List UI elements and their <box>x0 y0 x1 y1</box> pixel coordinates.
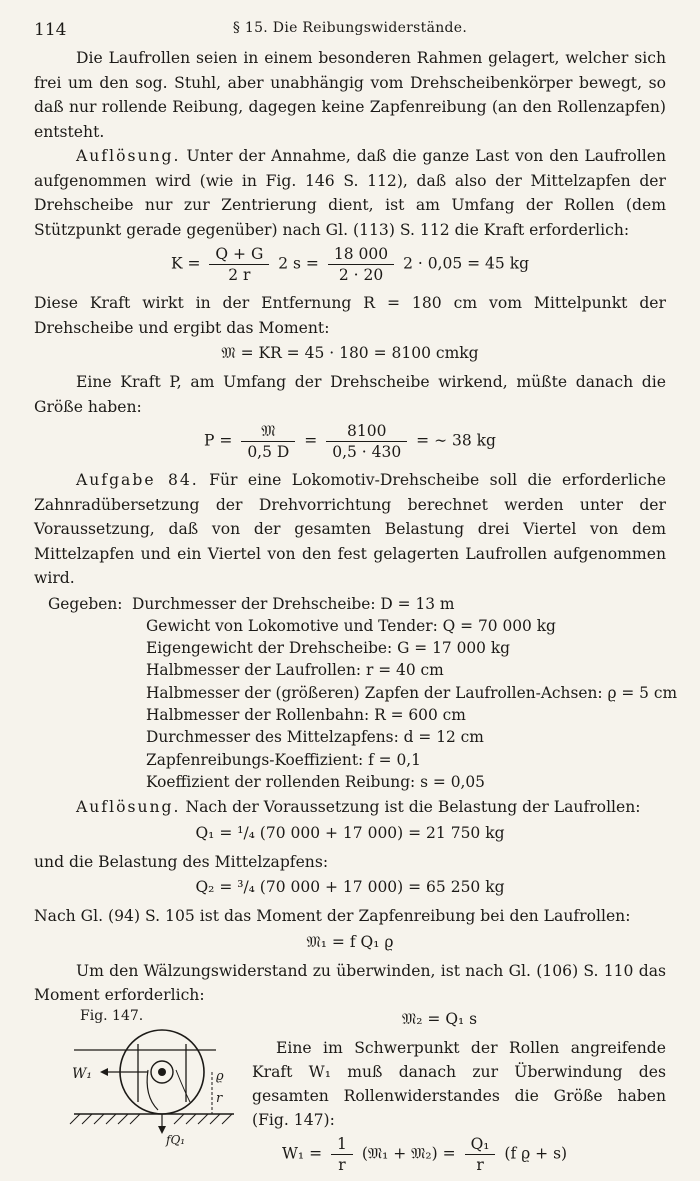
eq8-lhs: W₁ = <box>282 1144 323 1163</box>
eq1-num2: 18 000 <box>328 244 394 265</box>
eq8-den1: r <box>338 1155 346 1174</box>
eq3-rest: = ∼ 38 kg <box>416 431 496 450</box>
given-label: Gegeben: <box>48 594 123 613</box>
page-header <box>34 16 666 46</box>
equation-m2: 𝔐₂ = Q₁ s <box>402 1009 478 1028</box>
paragraph-10: Eine im Schwerpunkt der Rollen angreifende Kraft W₁ muß danach zur Überwindung des gesamten Rollenwiderstandes die Größe haben (Fig. 147): <box>252 1038 666 1129</box>
eq1-frac1 <box>209 244 269 285</box>
eq1-lhs: K = <box>170 254 201 273</box>
equation-q1: Q₁ = ¹/₄ (70 000 + 17 000) = 21 750 kg <box>195 823 505 842</box>
paragraph-3: Diese Kraft wirkt in der Entfernung R = 180 cm vom Mittelpunkt der Drehscheibe und ergibt das Moment: <box>34 294 666 337</box>
paragraph-7: und die Belastung des Mittelzapfens: <box>34 852 329 871</box>
paragraph-2-text: Unter der Annahme, daß die ganze Last von den Laufrollen aufgenommen wird (wie in Fig. 146 S. 112), daß also der Mittelzapfen der Drehscheibe nur zur Zentrierung dient, ist am Umfang der Rollen (dem Stützpunkt gerade gegenüber) nach Gl. (113) S. 112 die Kraft erforderlich: <box>34 147 666 239</box>
paragraph-1: Die Laufrollen seien in einem besonderen Rahmen gelagert, welcher sich frei um den sog. Stuhl, aber unabhängig vom Drehscheibenkörper bewegt, so daß nur rollende Reibung, dagegen keine Zapfenreibung (an den Rollenzapfen) entsteht. <box>34 49 666 141</box>
paragraph-9: Um den Wälzungswiderstand zu überwinden, ist nach Gl. (106) S. 110 das Moment erforderlich: <box>34 961 666 1005</box>
eq1-den1: 2 r <box>228 266 251 284</box>
task-label: Aufgabe 84. <box>76 471 199 489</box>
given-item: Koeffizient der rollenden Reibung: s = 0,05 <box>146 772 485 791</box>
eq1-rest: 2 · 0,05 = 45 kg <box>403 254 530 273</box>
eq8-frac2 <box>465 1134 496 1175</box>
eq8-frac1 <box>331 1134 353 1175</box>
equation-m1: 𝔐₁ = f Q₁ ϱ <box>306 932 394 951</box>
figure-caption: Fig. 147. <box>80 1007 144 1024</box>
eq3-mid: = <box>304 431 318 450</box>
paragraph-5-text: Für eine Lokomotiv-Drehscheibe soll die erforderliche Zahnradübersetzung der Drehvorrichtung berechnet werden unter der Voraussetzung, daß von der gesamten Belastung drei Viertel von dem Mittelzapfen und ein Viertel von den fest gelagerten Laufrollen aufgenommen wird. <box>34 471 666 587</box>
paragraph-4: Eine Kraft P, am Umfang der Drehscheibe wirkend, müßte danach die Größe haben: <box>34 373 666 416</box>
paragraph-6-text: Nach der Voraussetzung ist die Belastung der Laufrollen: <box>185 798 641 817</box>
equation-p <box>34 421 666 462</box>
eq3-frac1 <box>241 421 295 462</box>
eq1-mid: 2 s = <box>278 254 319 273</box>
solution-label: Auflösung. <box>76 147 181 165</box>
eq8-num1: 1 <box>331 1134 353 1155</box>
given-item: Durchmesser des Mittelzapfens: d = 12 cm <box>146 728 484 747</box>
given-item: Halbmesser der Rollenbahn: R = 600 cm <box>146 705 466 724</box>
eq3-num1: 𝔐 <box>241 421 295 442</box>
given-row <box>34 593 666 615</box>
eq1-frac2 <box>328 244 394 285</box>
given-item: Eigengewicht der Drehscheibe: G = 17 000 kg <box>146 639 511 658</box>
eq3-lhs: P = <box>204 431 233 450</box>
equation-w1 <box>252 1134 666 1175</box>
equation-q2: Q₂ = ³/₄ (70 000 + 17 000) = 65 250 kg <box>195 878 505 897</box>
equation-k <box>34 244 666 285</box>
eq3-den2: 0,5 · 430 <box>332 443 402 461</box>
given-item: Halbmesser der Laufrollen: r = 40 cm <box>146 661 444 680</box>
eq8-den2: r <box>476 1155 484 1174</box>
page-number: 114 <box>34 20 67 40</box>
eq3-frac2 <box>326 421 407 462</box>
given-list <box>34 593 678 794</box>
label-fq1: fQ₁ <box>166 1132 186 1147</box>
eq3-den1: 0,5 D <box>247 443 290 461</box>
eq8-rest: (f ϱ + s) <box>504 1144 568 1163</box>
label-rho: ϱ <box>216 1068 224 1084</box>
eq8-num2: Q₁ <box>465 1134 496 1155</box>
paragraph-5 <box>34 468 666 591</box>
eq1-den2: 2 · 20 <box>338 266 384 284</box>
figure-section <box>34 1007 666 1174</box>
given-item: Gewicht von Lokomotive und Tender: Q = 70 000 kg <box>146 616 556 635</box>
eq8-mid: (𝔐₁ + 𝔐₂) = <box>361 1144 456 1163</box>
given-item: Durchmesser der Drehscheibe: D = 13 m <box>132 594 455 613</box>
paragraph-2 <box>34 144 666 242</box>
solution-label: Auflösung. <box>76 798 181 817</box>
eq1-num1: Q + G <box>209 244 269 265</box>
running-title: § 15. Die Reibungswiderstände. <box>232 20 468 36</box>
figure-side-text <box>252 1008 666 1181</box>
given-item: Zapfenreibungs-Koeffizient: f = 0,1 <box>146 750 421 769</box>
roller-figure <box>34 1026 244 1148</box>
equation-moment: 𝔐 = KR = 45 · 180 = 8100 cmkg <box>221 344 479 362</box>
label-r: r <box>216 1090 223 1106</box>
label-w1: W₁ <box>72 1065 93 1082</box>
eq3-num2: 8100 <box>326 421 407 442</box>
paragraph-6 <box>34 795 666 820</box>
given-item: Halbmesser der (größeren) Zapfen der Laufrollen-Achsen: ϱ = 5 cm <box>146 683 678 702</box>
paragraph-8: Nach Gl. (94) S. 105 ist das Moment der Zapfenreibung bei den Laufrollen: <box>34 907 631 926</box>
